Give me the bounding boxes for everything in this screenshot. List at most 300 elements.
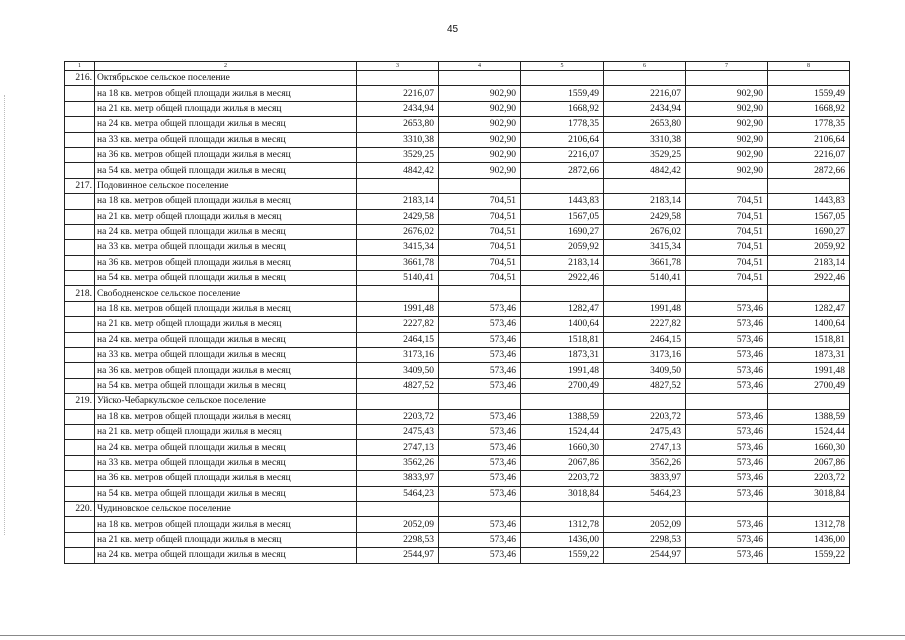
value-cell: 1873,31 — [521, 348, 604, 363]
column-number: 7 — [686, 62, 768, 71]
value-cell: 573,46 — [439, 301, 521, 316]
empty-cell — [686, 178, 768, 193]
row-description: на 54 кв. метра общей площади жилья в месяц — [95, 271, 357, 286]
section-index: 219. — [65, 394, 95, 409]
row-description: на 36 кв. метров общей площади жилья в месяц — [95, 363, 357, 378]
table-row — [65, 147, 850, 162]
value-cell: 573,46 — [686, 440, 768, 455]
row-description: на 33 кв. метра общей площади жилья в месяц — [95, 348, 357, 363]
value-cell: 1518,81 — [768, 332, 850, 347]
value-cell: 5140,41 — [357, 271, 439, 286]
value-cell: 1524,44 — [521, 424, 604, 439]
value-cell: 3415,34 — [604, 240, 686, 255]
empty-cell — [65, 240, 95, 255]
value-cell: 3173,16 — [604, 348, 686, 363]
row-description: на 54 кв. метра общей площади жилья в месяц — [95, 163, 357, 178]
empty-cell — [686, 71, 768, 86]
value-cell: 573,46 — [439, 409, 521, 424]
empty-cell — [439, 178, 521, 193]
section-row — [65, 178, 850, 193]
value-cell: 1282,47 — [521, 301, 604, 316]
value-cell: 704,51 — [686, 255, 768, 270]
value-cell: 4842,42 — [357, 163, 439, 178]
value-cell: 704,51 — [439, 224, 521, 239]
empty-cell — [439, 71, 521, 86]
empty-cell — [65, 548, 95, 563]
column-number-row — [65, 62, 850, 71]
value-cell: 1778,35 — [768, 117, 850, 132]
value-cell: 3529,25 — [357, 147, 439, 162]
table-row — [65, 255, 850, 270]
table-row — [65, 332, 850, 347]
empty-cell — [65, 440, 95, 455]
value-cell: 704,51 — [686, 209, 768, 224]
section-title: Подовинное сельское поселение — [95, 178, 357, 193]
empty-cell — [65, 194, 95, 209]
value-cell: 1567,05 — [521, 209, 604, 224]
value-cell: 5140,41 — [604, 271, 686, 286]
empty-cell — [65, 255, 95, 270]
value-cell: 3562,26 — [357, 455, 439, 470]
value-cell: 1436,00 — [768, 532, 850, 547]
row-description: на 33 кв. метра общей площади жилья в месяц — [95, 455, 357, 470]
value-cell: 2216,07 — [521, 147, 604, 162]
value-cell: 573,46 — [439, 455, 521, 470]
table-row — [65, 409, 850, 424]
value-cell: 704,51 — [439, 194, 521, 209]
section-title: Чудиновское сельское поселение — [95, 501, 357, 516]
value-cell: 2183,14 — [768, 255, 850, 270]
value-cell: 573,46 — [439, 517, 521, 532]
table-row — [65, 224, 850, 239]
section-title: Свободненское сельское поселение — [95, 286, 357, 301]
empty-cell — [65, 363, 95, 378]
value-cell: 704,51 — [439, 240, 521, 255]
value-cell: 1690,27 — [521, 224, 604, 239]
value-cell: 2475,43 — [357, 424, 439, 439]
value-cell: 2203,72 — [604, 409, 686, 424]
value-cell: 4842,42 — [604, 163, 686, 178]
empty-cell — [768, 71, 850, 86]
empty-cell — [357, 286, 439, 301]
table-row — [65, 163, 850, 178]
value-cell: 1559,49 — [521, 86, 604, 101]
value-cell: 2067,86 — [768, 455, 850, 470]
value-cell: 1668,92 — [521, 101, 604, 116]
empty-cell — [65, 132, 95, 147]
value-cell: 902,90 — [686, 147, 768, 162]
value-cell: 5464,23 — [357, 486, 439, 501]
empty-cell — [65, 317, 95, 332]
section-title: Уйско-Чебаркульское сельское поселение — [95, 394, 357, 409]
value-cell: 1312,78 — [521, 517, 604, 532]
value-cell: 573,46 — [439, 363, 521, 378]
empty-cell — [65, 224, 95, 239]
value-cell: 1778,35 — [521, 117, 604, 132]
value-cell: 2203,72 — [357, 409, 439, 424]
value-cell: 3562,26 — [604, 455, 686, 470]
table-row — [65, 455, 850, 470]
value-cell: 2544,97 — [357, 548, 439, 563]
value-cell: 704,51 — [439, 271, 521, 286]
empty-cell — [521, 71, 604, 86]
table-row — [65, 348, 850, 363]
row-description: на 21 кв. метр общей площади жилья в месяц — [95, 209, 357, 224]
value-cell: 2872,66 — [521, 163, 604, 178]
value-cell: 573,46 — [439, 486, 521, 501]
row-description: на 33 кв. метра общей площади жилья в месяц — [95, 132, 357, 147]
empty-cell — [604, 71, 686, 86]
section-row — [65, 71, 850, 86]
empty-cell — [604, 501, 686, 516]
table-row — [65, 532, 850, 547]
value-cell: 2183,14 — [357, 194, 439, 209]
table-row — [65, 486, 850, 501]
empty-cell — [65, 378, 95, 393]
value-cell: 704,51 — [439, 209, 521, 224]
row-description: на 36 кв. метров общей площади жилья в месяц — [95, 147, 357, 162]
value-cell: 1660,30 — [768, 440, 850, 455]
column-number: 3 — [357, 62, 439, 71]
value-cell: 902,90 — [439, 86, 521, 101]
table-row — [65, 424, 850, 439]
tariff-table — [64, 61, 850, 564]
value-cell: 1312,78 — [768, 517, 850, 532]
value-cell: 2059,92 — [768, 240, 850, 255]
value-cell: 2676,02 — [357, 224, 439, 239]
row-description: на 24 кв. метра общей площади жилья в месяц — [95, 332, 357, 347]
value-cell: 2298,53 — [604, 532, 686, 547]
value-cell: 2747,13 — [604, 440, 686, 455]
row-description: на 33 кв. метра общей площади жилья в месяц — [95, 240, 357, 255]
value-cell: 2183,14 — [604, 194, 686, 209]
column-number: 2 — [95, 62, 357, 71]
empty-cell — [521, 501, 604, 516]
value-cell: 2429,58 — [604, 209, 686, 224]
empty-cell — [65, 332, 95, 347]
value-cell: 573,46 — [439, 332, 521, 347]
value-cell: 3529,25 — [604, 147, 686, 162]
value-cell: 2922,46 — [768, 271, 850, 286]
value-cell: 2052,09 — [604, 517, 686, 532]
value-cell: 1559,22 — [768, 548, 850, 563]
value-cell: 3310,38 — [357, 132, 439, 147]
value-cell: 2544,97 — [604, 548, 686, 563]
section-index: 218. — [65, 286, 95, 301]
table-row — [65, 194, 850, 209]
value-cell: 902,90 — [439, 101, 521, 116]
value-cell: 5464,23 — [604, 486, 686, 501]
empty-cell — [65, 532, 95, 547]
empty-cell — [686, 501, 768, 516]
table-row — [65, 301, 850, 316]
empty-cell — [686, 286, 768, 301]
value-cell: 3415,34 — [357, 240, 439, 255]
value-cell: 2059,92 — [521, 240, 604, 255]
value-cell: 2298,53 — [357, 532, 439, 547]
value-cell: 1400,64 — [521, 317, 604, 332]
empty-cell — [521, 178, 604, 193]
value-cell: 3018,84 — [521, 486, 604, 501]
scan-margin-marks — [4, 95, 8, 535]
row-description: на 36 кв. метров общей площади жилья в месяц — [95, 471, 357, 486]
value-cell: 2700,49 — [521, 378, 604, 393]
empty-cell — [65, 486, 95, 501]
value-cell: 902,90 — [686, 117, 768, 132]
value-cell: 573,46 — [439, 532, 521, 547]
value-cell: 573,46 — [686, 548, 768, 563]
value-cell: 3833,97 — [357, 471, 439, 486]
row-description: на 21 кв. метр общей площади жилья в месяц — [95, 101, 357, 116]
value-cell: 902,90 — [439, 163, 521, 178]
value-cell: 902,90 — [686, 101, 768, 116]
table-row — [65, 101, 850, 116]
row-description: на 24 кв. метра общей площади жилья в месяц — [95, 117, 357, 132]
section-index: 216. — [65, 71, 95, 86]
table-row — [65, 317, 850, 332]
row-description: на 36 кв. метров общей площади жилья в месяц — [95, 255, 357, 270]
empty-cell — [768, 178, 850, 193]
value-cell: 3173,16 — [357, 348, 439, 363]
value-cell: 1559,22 — [521, 548, 604, 563]
value-cell: 3661,78 — [357, 255, 439, 270]
row-description: на 18 кв. метров общей площади жилья в месяц — [95, 301, 357, 316]
empty-cell — [357, 394, 439, 409]
value-cell: 2464,15 — [357, 332, 439, 347]
table-row — [65, 440, 850, 455]
value-cell: 2922,46 — [521, 271, 604, 286]
value-cell: 3018,84 — [768, 486, 850, 501]
row-description: на 18 кв. метров общей площади жилья в месяц — [95, 86, 357, 101]
value-cell: 902,90 — [686, 86, 768, 101]
value-cell: 3409,50 — [357, 363, 439, 378]
value-cell: 1991,48 — [768, 363, 850, 378]
section-index: 220. — [65, 501, 95, 516]
column-number: 6 — [604, 62, 686, 71]
row-description: на 21 кв. метр общей площади жилья в месяц — [95, 424, 357, 439]
section-index: 217. — [65, 178, 95, 193]
row-description: на 54 кв. метра общей площади жилья в месяц — [95, 486, 357, 501]
value-cell: 2227,82 — [357, 317, 439, 332]
empty-cell — [65, 147, 95, 162]
value-cell: 1690,27 — [768, 224, 850, 239]
value-cell: 2106,64 — [768, 132, 850, 147]
value-cell: 573,46 — [686, 378, 768, 393]
empty-cell — [65, 86, 95, 101]
row-description: на 21 кв. метр общей площади жилья в месяц — [95, 532, 357, 547]
value-cell: 1443,83 — [768, 194, 850, 209]
column-number: 5 — [521, 62, 604, 71]
value-cell: 902,90 — [686, 163, 768, 178]
row-description: на 24 кв. метра общей площади жилья в месяц — [95, 548, 357, 563]
section-row — [65, 501, 850, 516]
value-cell: 573,46 — [439, 548, 521, 563]
row-description: на 24 кв. метра общей площади жилья в месяц — [95, 440, 357, 455]
empty-cell — [357, 178, 439, 193]
value-cell: 2872,66 — [768, 163, 850, 178]
value-cell: 2464,15 — [604, 332, 686, 347]
table-row — [65, 548, 850, 563]
empty-cell — [521, 394, 604, 409]
value-cell: 2203,72 — [521, 471, 604, 486]
empty-cell — [604, 178, 686, 193]
value-cell: 3409,50 — [604, 363, 686, 378]
empty-cell — [768, 394, 850, 409]
column-number: 8 — [768, 62, 850, 71]
table-row — [65, 117, 850, 132]
section-row — [65, 394, 850, 409]
value-cell: 1873,31 — [768, 348, 850, 363]
value-cell: 573,46 — [686, 517, 768, 532]
empty-cell — [65, 163, 95, 178]
value-cell: 2106,64 — [521, 132, 604, 147]
empty-cell — [768, 501, 850, 516]
value-cell: 573,46 — [686, 532, 768, 547]
value-cell: 1388,59 — [521, 409, 604, 424]
empty-cell — [65, 471, 95, 486]
empty-cell — [768, 286, 850, 301]
empty-cell — [65, 424, 95, 439]
empty-cell — [357, 501, 439, 516]
value-cell: 573,46 — [439, 440, 521, 455]
value-cell: 902,90 — [686, 132, 768, 147]
value-cell: 704,51 — [439, 255, 521, 270]
empty-cell — [521, 286, 604, 301]
value-cell: 573,46 — [686, 317, 768, 332]
value-cell: 2067,86 — [521, 455, 604, 470]
value-cell: 2227,82 — [604, 317, 686, 332]
value-cell: 1400,64 — [768, 317, 850, 332]
value-cell: 573,46 — [686, 348, 768, 363]
value-cell: 573,46 — [439, 424, 521, 439]
table-row — [65, 271, 850, 286]
page-bottom-edge — [0, 635, 905, 636]
value-cell: 573,46 — [686, 471, 768, 486]
row-description: на 18 кв. метров общей площади жилья в месяц — [95, 409, 357, 424]
value-cell: 1991,48 — [357, 301, 439, 316]
value-cell: 2216,07 — [357, 86, 439, 101]
value-cell: 573,46 — [686, 332, 768, 347]
value-cell: 902,90 — [439, 147, 521, 162]
value-cell: 4827,52 — [604, 378, 686, 393]
value-cell: 573,46 — [686, 486, 768, 501]
empty-cell — [65, 271, 95, 286]
value-cell: 704,51 — [686, 224, 768, 239]
value-cell: 573,46 — [439, 348, 521, 363]
value-cell: 902,90 — [439, 132, 521, 147]
value-cell: 2203,72 — [768, 471, 850, 486]
empty-cell — [65, 517, 95, 532]
row-description: на 24 кв. метра общей площади жилья в месяц — [95, 224, 357, 239]
value-cell: 1559,49 — [768, 86, 850, 101]
row-description: на 21 кв. метр общей площади жилья в месяц — [95, 317, 357, 332]
empty-cell — [604, 286, 686, 301]
value-cell: 1660,30 — [521, 440, 604, 455]
value-cell: 2183,14 — [521, 255, 604, 270]
value-cell: 573,46 — [439, 378, 521, 393]
value-cell: 3661,78 — [604, 255, 686, 270]
value-cell: 2700,49 — [768, 378, 850, 393]
value-cell: 573,46 — [686, 301, 768, 316]
column-number: 4 — [439, 62, 521, 71]
value-cell: 3310,38 — [604, 132, 686, 147]
row-description: на 18 кв. метров общей площади жилья в месяц — [95, 194, 357, 209]
empty-cell — [357, 71, 439, 86]
empty-cell — [439, 286, 521, 301]
empty-cell — [65, 455, 95, 470]
row-description: на 54 кв. метра общей площади жилья в месяц — [95, 378, 357, 393]
table-row — [65, 378, 850, 393]
column-number: 1 — [65, 62, 95, 71]
value-cell: 2475,43 — [604, 424, 686, 439]
value-cell: 1524,44 — [768, 424, 850, 439]
table-row — [65, 132, 850, 147]
empty-cell — [65, 301, 95, 316]
value-cell: 1518,81 — [521, 332, 604, 347]
value-cell: 2216,07 — [604, 86, 686, 101]
value-cell: 2653,80 — [357, 117, 439, 132]
value-cell: 2052,09 — [357, 517, 439, 532]
value-cell: 2216,07 — [768, 147, 850, 162]
value-cell: 1567,05 — [768, 209, 850, 224]
value-cell: 573,46 — [686, 363, 768, 378]
value-cell: 1991,48 — [521, 363, 604, 378]
value-cell: 573,46 — [686, 409, 768, 424]
row-description: на 18 кв. метров общей площади жилья в месяц — [95, 517, 357, 532]
empty-cell — [65, 348, 95, 363]
empty-cell — [439, 394, 521, 409]
empty-cell — [604, 394, 686, 409]
value-cell: 902,90 — [439, 117, 521, 132]
empty-cell — [686, 394, 768, 409]
value-cell: 1668,92 — [768, 101, 850, 116]
value-cell: 573,46 — [686, 424, 768, 439]
value-cell: 704,51 — [686, 240, 768, 255]
value-cell: 1436,00 — [521, 532, 604, 547]
table-row — [65, 209, 850, 224]
empty-cell — [439, 501, 521, 516]
value-cell: 1282,47 — [768, 301, 850, 316]
value-cell: 704,51 — [686, 271, 768, 286]
table-row — [65, 363, 850, 378]
value-cell: 573,46 — [686, 455, 768, 470]
value-cell: 2434,94 — [357, 101, 439, 116]
value-cell: 1388,59 — [768, 409, 850, 424]
value-cell: 1443,83 — [521, 194, 604, 209]
table-row — [65, 517, 850, 532]
table-row — [65, 471, 850, 486]
value-cell: 2434,94 — [604, 101, 686, 116]
value-cell: 704,51 — [686, 194, 768, 209]
section-row — [65, 286, 850, 301]
empty-cell — [65, 101, 95, 116]
value-cell: 2747,13 — [357, 440, 439, 455]
empty-cell — [65, 409, 95, 424]
value-cell: 3833,97 — [604, 471, 686, 486]
value-cell: 1991,48 — [604, 301, 686, 316]
value-cell: 2676,02 — [604, 224, 686, 239]
value-cell: 2653,80 — [604, 117, 686, 132]
empty-cell — [65, 117, 95, 132]
value-cell: 573,46 — [439, 471, 521, 486]
value-cell: 573,46 — [439, 317, 521, 332]
section-title: Октябрьское сельское поселение — [95, 71, 357, 86]
page-number: 45 — [446, 24, 459, 35]
value-cell: 4827,52 — [357, 378, 439, 393]
value-cell: 2429,58 — [357, 209, 439, 224]
empty-cell — [65, 209, 95, 224]
table-row — [65, 86, 850, 101]
